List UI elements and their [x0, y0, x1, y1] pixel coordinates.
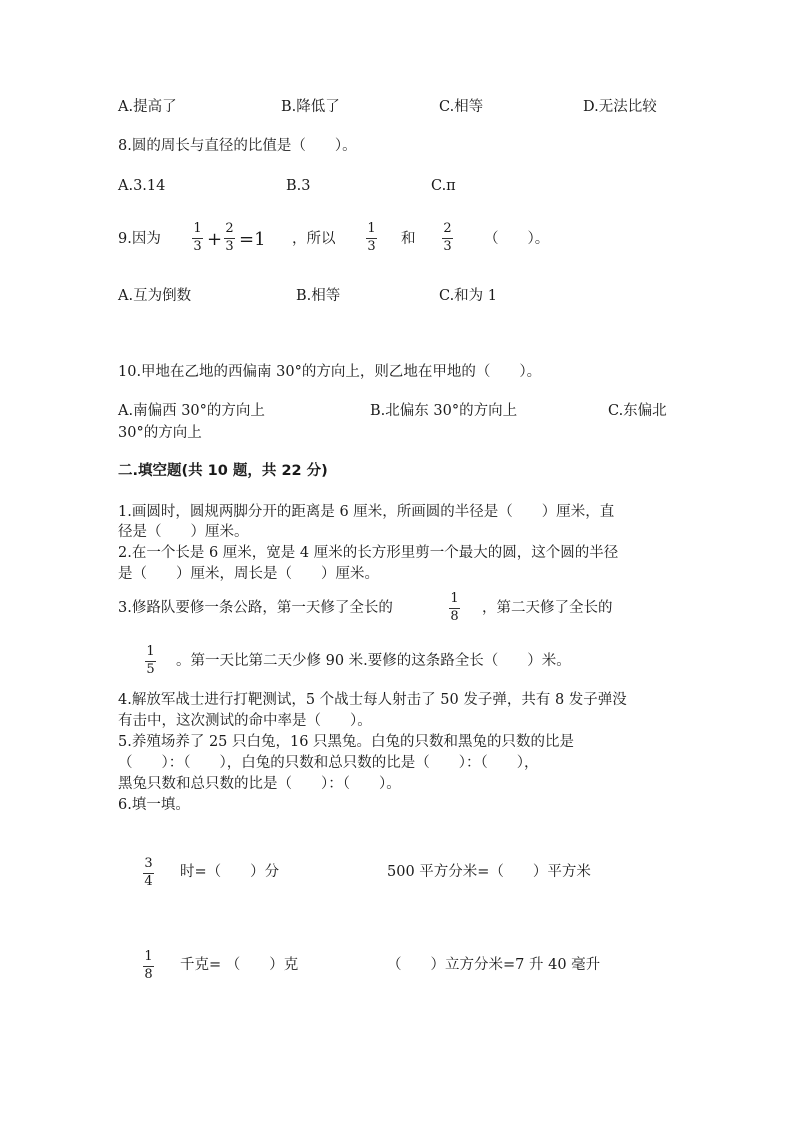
fill6-title: 6.填一填。 [118, 797, 190, 813]
q7-option-c: C.相等 [439, 99, 484, 115]
q9-fraction-one-third [366, 222, 377, 254]
fill5-line1: 5.养殖场养了 25 只白兔，16 只黑兔。白兔的只数和黑兔的只数的比是 [118, 734, 575, 750]
q7-option-a: A.提高了 [118, 99, 177, 115]
fill1-line1: 1.画圆时，圆规两脚分开的距离是 6 厘米，所画圆的半径是（ ）厘米，直 [118, 504, 615, 520]
fill6-item-b: 500 平方分米=（ ）平方米 [387, 864, 591, 880]
q9-option-c: C.和为 1 [439, 288, 498, 304]
q10-option-c-line2: 30°的方向上 [118, 425, 202, 441]
fill2-line2: 是（ ）厘米，周长是（ ）厘米。 [118, 566, 379, 582]
fraction-numerator: 1 [146, 644, 155, 659]
fraction-denominator: 5 [146, 662, 155, 677]
q8-option-c: C.π [431, 178, 456, 194]
fill4-line1: 4.解放军战士进行打靶测试，5 个战士每人射击了 50 发子弹，共有 8 发子弹没 [118, 692, 627, 708]
q10-option-c-line1: C.东偏北 [608, 403, 667, 419]
q10-option-b: B.北偏东 30°的方向上 [370, 403, 518, 419]
fill4-line2: 有击中，这次测试的命中率是（ ）。 [118, 713, 372, 729]
q9-prefix: 9.因为 [118, 231, 161, 247]
q9-fraction-two-thirds [442, 222, 453, 254]
q9-equation-equals-one: =1 [239, 229, 266, 250]
fraction-numerator: 1 [450, 591, 459, 606]
q7-option-b: B.降低了 [281, 99, 340, 115]
q8-option-b: B.3 [286, 178, 311, 194]
fraction-numerator: 1 [367, 221, 376, 236]
fraction-numerator: 1 [193, 221, 202, 236]
fill3-part1: 3.修路队要修一条公路，第一天修了全长的 [118, 600, 393, 616]
fraction-denominator: 3 [367, 239, 376, 254]
fraction-denominator: 8 [144, 967, 153, 982]
fraction-denominator: 3 [225, 239, 234, 254]
q9-equation-fraction-2 [224, 222, 235, 254]
q10-stem: 10.甲地在乙地的西偏南 30°的方向上，则乙地在甲地的（ ）。 [118, 364, 542, 380]
q9-equation-fraction-1 [192, 222, 203, 254]
fraction-numerator: 3 [144, 856, 153, 871]
q9-middle-text: ，所以 [292, 231, 336, 247]
fill6-item-a: 时=（ ）分 [180, 864, 280, 880]
q9-option-b: B.相等 [296, 288, 341, 304]
fill6-fraction-one-eighth [143, 950, 154, 982]
fill6-item-c: 千克= （ ）克 [180, 957, 299, 973]
fill3-part2: ，第二天修了全长的 [482, 600, 613, 616]
fill6-fraction-three-quarters [143, 857, 154, 889]
q8-option-a: A.3.14 [118, 178, 166, 194]
q9-and: 和 [401, 231, 416, 247]
fill3-fraction-one-eighth [449, 592, 460, 624]
fraction-denominator: 8 [450, 609, 459, 624]
q10-option-a: A.南偏西 30°的方向上 [118, 403, 265, 419]
fill5-line3: 黑兔只数和总只数的比是（ ）：（ ）。 [118, 776, 401, 792]
fill6-item-d: （ ）立方分米=7 升 40 毫升 [387, 957, 601, 973]
fill2-line1: 2.在一个长是 6 厘米，宽是 4 厘米的长方形里剪一个最大的圆，这个圆的半径 [118, 545, 619, 561]
q9-option-a: A.互为倒数 [118, 288, 192, 304]
fraction-numerator: 2 [443, 221, 452, 236]
fraction-numerator: 1 [144, 949, 153, 964]
fill5-line2: （ ）：（ ），白兔的只数和总只数的比是（ ）：（ ）， [118, 755, 539, 771]
fraction-denominator: 4 [144, 874, 153, 889]
section-heading: 二.填空题(共 10 题，共 22 分) [118, 463, 328, 479]
q9-answer-blank: （ ）。 [484, 231, 550, 247]
fraction-numerator: 2 [225, 221, 234, 236]
fill3-fraction-one-fifth [145, 645, 156, 677]
fill1-line2: 径是（ ）厘米。 [118, 524, 249, 540]
q8-stem: 8.圆的周长与直径的比值是（ ）。 [118, 138, 357, 154]
q9-equation-plus: + [207, 229, 223, 250]
fill3-part3: 。第一天比第二天少修 90 米.要修的这条路全长（ ）米。 [176, 653, 571, 669]
q7-option-d: D.无法比较 [583, 99, 657, 115]
fraction-denominator: 3 [193, 239, 202, 254]
fraction-denominator: 3 [443, 239, 452, 254]
